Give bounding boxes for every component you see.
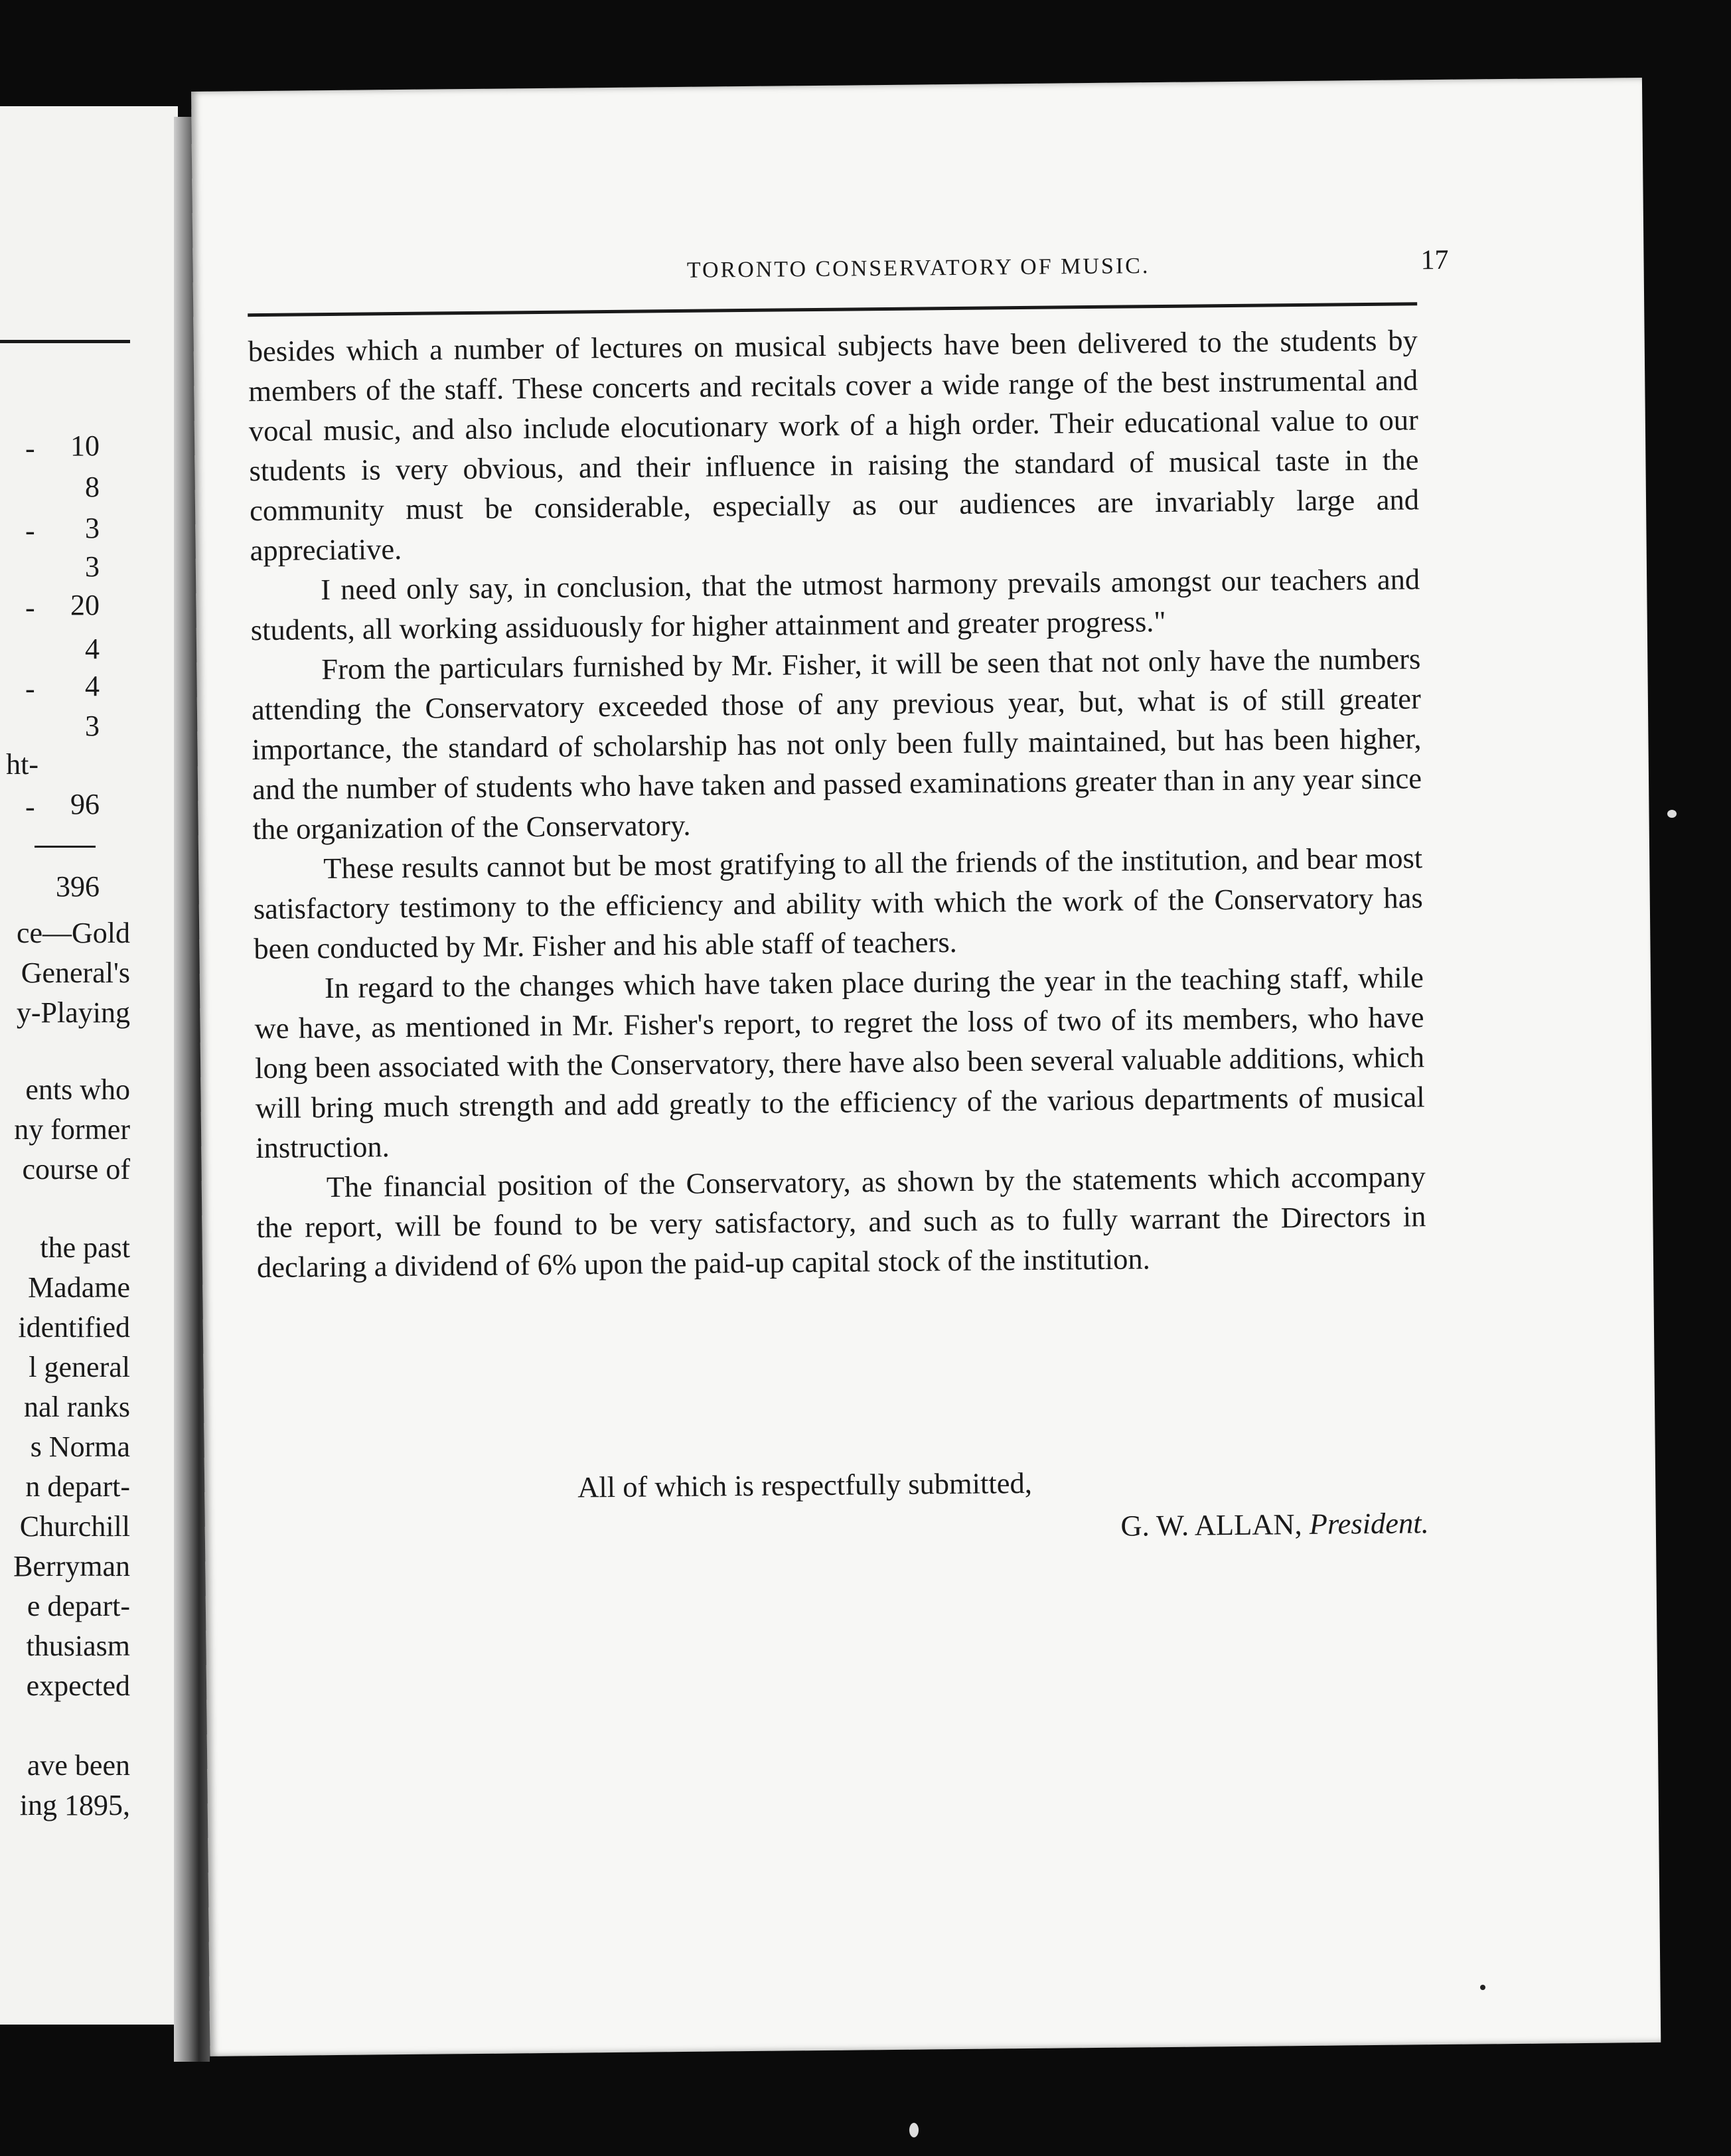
line-fragment: Churchill <box>19 1510 130 1543</box>
line-fragment: ave been <box>27 1749 130 1782</box>
count-value: 96 <box>70 788 100 820</box>
header-rule <box>248 302 1417 317</box>
line-fragment: n depart- <box>25 1470 130 1503</box>
paragraph: These results cannot but be most gratifying to all the friends of the institution, and bear most satisfactory testimony to the efficiency and ability with which the work of the Conservatory has been conducted by Mr. Fisher and his able staff of teachers. <box>253 841 1423 966</box>
submission-line: All of which is respectfully submitted, <box>577 1466 1033 1504</box>
line-fragment: Madame <box>28 1271 130 1304</box>
line-fragment: s Norma <box>30 1430 130 1463</box>
paragraph: The financial position of the Conservatory, as shown by the statements which accompany the report, will be found to be very satisfactory, and such as to fully warrant the Directors in declaring a dividend of 6% upon the paid-up capital stock of the institution. <box>256 1160 1426 1284</box>
line-fragment: e depart- <box>27 1590 130 1622</box>
facing-page <box>0 106 178 2025</box>
count-value: 8 <box>85 471 100 503</box>
line-fragment: expected <box>26 1669 130 1702</box>
count-value: 4 <box>85 670 100 702</box>
line-fragment: thusiasm <box>26 1630 130 1662</box>
count-value: 4 <box>85 633 100 665</box>
paragraph: From the particulars furnished by Mr. Fisher, it will be seen that not only have the numbers attending the Conservatory exceeded those of any previous year, but, what is of still greater importance, the standard of scholarship has not only been fully maintained, but has been higher, and the number of students who have taken and passed examinations greater than in any year since the organization of the Conservatory. <box>251 642 1422 846</box>
dash: - <box>25 432 35 465</box>
line-fragment: nal ranks <box>23 1391 130 1423</box>
dash: - <box>25 591 35 624</box>
dust-speck <box>1667 810 1677 818</box>
body-text <box>248 320 1426 1287</box>
line-fragment: ents who <box>25 1073 130 1106</box>
line-fragment: identified <box>18 1311 130 1344</box>
paragraph: In regard to the changes which have taken place during the year in the teaching staff, while we have, as mentioned in Mr. Fisher's report, to regret the loss of two of its members, who have long been associated with the Conservatory, there have also been several valuable additions, which will bring much strength and add greatly to the efficiency of the various departments of musical instruction. <box>254 961 1425 1165</box>
total-value: 396 <box>56 870 100 903</box>
line-fragment: ing 1895, <box>19 1789 130 1821</box>
line-fragment: y-Playing <box>16 996 130 1029</box>
closing-block <box>259 1459 1429 1554</box>
count-value: 10 <box>70 429 100 462</box>
line-fragment: ny former <box>14 1113 130 1146</box>
line-fragment: ht- <box>6 748 38 781</box>
dash: - <box>25 791 35 823</box>
signatory-title: President. <box>1309 1506 1430 1541</box>
sum-rule <box>35 846 96 848</box>
count-value: 3 <box>85 512 100 544</box>
count-value: 3 <box>85 550 100 583</box>
line-fragment: the past <box>40 1231 130 1264</box>
dust-speck <box>909 2123 919 2137</box>
line-fragment: Berryman <box>13 1550 130 1582</box>
count-value: 20 <box>70 589 100 621</box>
signatory-name: G. W. ALLAN, <box>1120 1507 1302 1543</box>
dash: - <box>25 514 35 547</box>
running-head: TORONTO CONSERVATORY OF MUSIC. <box>686 254 1150 283</box>
line-fragment: General's <box>21 957 130 989</box>
line-fragment: ce—Gold <box>16 917 130 949</box>
page-number: 17 <box>1420 244 1449 276</box>
document-page <box>191 78 1661 2056</box>
facing-page-rule <box>0 340 130 343</box>
paragraph: besides which a number of lectures on musical subjects have been delivered to the students by members of the staff. These concerts and recitals cover a wide range of the best instrumental and vocal music, and also include elocutionary work of a high order. Their educational value to our students is very obvious, and their influence in raising the standard of musical taste in the community must be considerable, especially as our audiences are invariably large and appreciative. <box>248 323 1420 568</box>
count-value: 3 <box>85 710 100 742</box>
paragraph: I need only say, in conclusion, that the utmost harmony prevails amongst our teachers and students, all working assiduously for higher attainment and greater progress." <box>250 562 1420 647</box>
line-fragment: l general <box>29 1351 130 1383</box>
dash: - <box>25 672 35 705</box>
dust-speck <box>1480 1985 1485 1990</box>
line-fragment: course of <box>22 1153 130 1186</box>
